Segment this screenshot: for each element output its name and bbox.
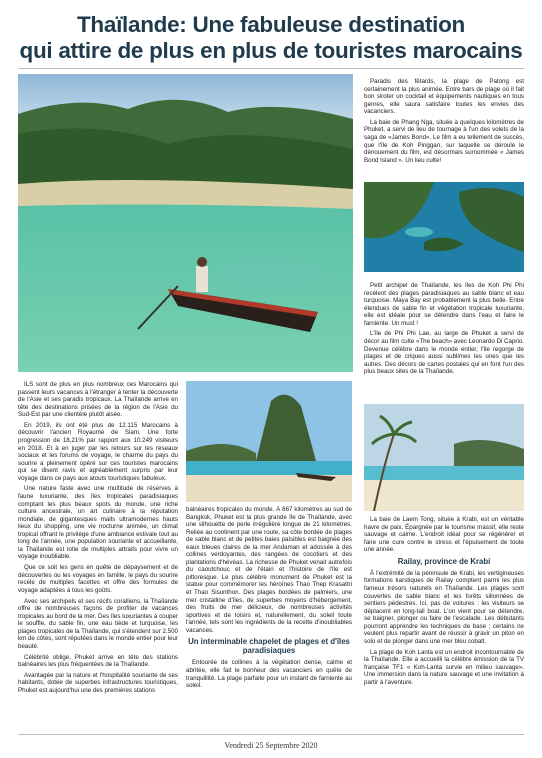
article-title: [18, 12, 524, 64]
article-column-2: [186, 506, 352, 729]
article-column-3-middle: [364, 282, 524, 402]
subheading-railay: Railay, province de Krabi: [397, 556, 491, 566]
lagoon-boat-photo: [18, 74, 353, 372]
title-divider: [18, 68, 524, 69]
title-line-2: qui attire de plus en plus de touristes marocains: [19, 38, 523, 63]
laem-tong-beach-photo: [364, 404, 524, 511]
paragraph: Petit archipel de Thaïlande, les îles de Koh Phi Phi recèlent des plages paradisiaques au sable blanc et eau turquoise. Maya Bay est probablement la plus belle. Entre étendues de sable fin et végétation tropicale luxuriante, elle est idéale pour se détendre dans l'eau et faire le farniente. Un must !: [364, 282, 524, 327]
footer-divider: [18, 734, 524, 735]
beach-cliff-photo: [186, 381, 352, 502]
paragraph: L'île de Phi Phi Lae, au large de Phuket a servi de décor au film culte «The beach» avec Leonardo Di Caprio. Devenue célèbre dans le monde entier, l'île regorge de plages et de criques aussi sublimes les unes que les autres. Des décors de cartes postales qui en font l'un des plus beaux sites de la Thaïlande.: [364, 330, 524, 376]
paragraph: La plage de Koh Lanta est un endroit incontournable de la Thaïlande. Elle a accueilli la célèbre émission de la TV française TF1 « Koh-Lanta survie en milieu sauvage». Une immersion dans la nature sauvage et une invitation à partir à l'aventure.: [364, 648, 524, 686]
phi-phi-aerial-photo: [364, 182, 524, 272]
paragraph: À l'extrémité de la péninsule de Krabi, les vertigineuses formations karstiques de Railay comptent parmi les plus fameux trésors naturels en Thaïlande. Les plages sont couvertes de sable blanc et les forêts sillonnées de sentiers pédestres. Ici, pas de voitures : les visiteurs se déplacent en long-tail boat. L'on vient pour se détendre, se baigner, plonger ou faire de l'escalade. Les débutants pourront apprendre les techniques de base ; certains ne veulent plus repartir avant de réussir à gravir un piton en solo et de plonger dans une mer bleu cobalt.: [364, 569, 524, 645]
paragraph: Que ce soit les gens en quête de dépaysement et de découvertes ou les voyages en famille, le pays du sourire recèle de multiples facettes et offre des formules de voyage adaptées à tous les goûts.: [18, 564, 178, 594]
paragraph: En 2019, ils ont été plus de 12.115 Marocains à découvrir l'ancien Royaume de Siam. Une forte progression de 18,21% par rapport aux 10.249 visiteurs en 2018. Et à en juger par les retours sur les réseaux sociaux et les forums de voyage, le charme du pays du sourire a pleinement opéré sur ces touristes marocains qui se disent ravis et agréablement surpris par leur voyage dans ce pays aux atouts touristiques fabuleux.: [18, 421, 178, 482]
article-column-3-bottom: [364, 516, 524, 729]
paragraph: La baie de Laem Tong, située à Krabi, est un véritable havre de paix. Épargnée par le tourisme massif, elle reste sauvage et calme. L'endroit idéal pour se régénérer et faire une cure contre le stress et l'épuisement de toute une année.: [364, 516, 524, 554]
paragraph: La baie de Phang Nga, située à quelques kilomètres de Phuket, a servi de lieu de tournage à l'un des volets de la saga de «James Bond». Le film a eu tellement de succès, que l'île de Koh Pinggan, sur laquelle se déroule le dénouement du film, est désormais surnommée « James Bond Island ». Un lieu culte!: [364, 118, 524, 164]
paragraph: Avec ses archipels et ses récifs coralliens, la Thaïlande offre de nombreuses façons de profiter de vacances tropicales au bord de la mer. Des îles luxuriantes à couper le souffle, du sable fin, une eau tiède et turquoise, les plages tropicales de la Thaïlande, qui s'étendent sur 2.500 km de côtes, sont réputées dans le monde entier pour leur beauté.: [18, 597, 178, 650]
paragraph: Une nature faste avec une multitude de réserves à faune luxuriante, des îles tropicales paradisiaques comptant les plus beaux spots du monde, une riche culture ancestrale, un art culinaire à la réputation mondiale, de gigantesques malls ultramodernes hauts lieux du shopping, une vie nocturne animée, un climat tropical offrant le privilège d'une ambiance estivale tout au long de l'année, une population souriante et accueillante, la Thaïlande est lotie de multiples attraits pour vivre un voyage inoubliable.: [18, 485, 178, 561]
paragraph: Célébrité oblige, Phuket arrive en tête des stations balnéaires les plus fréquentées de la Thaïlande.: [18, 653, 178, 669]
page-date-footer: Vendredi 25 Septembre 2020: [224, 741, 318, 750]
article-column-1: [18, 381, 178, 729]
paragraph: Paradis des fêtards, la plage de Patong est certainement la plus animée. Entre bars de plage où il fait bon siroter un cocktail et équipements nautiques en tous genres, elle saura satisfaire toutes les envies des vacanciers.: [364, 78, 524, 116]
paragraph: Avantagée par la nature et l'hospitalité souriante de ses habitants, dotée de superbes infrastructures touristiques, Phuket est aujourd'hui une des premières stations: [18, 671, 178, 694]
paragraph: Entourée de collines à la végétation dense, calme et abritée, elle fait le bonheur des vacanciers en quête de tranquillité. La plage parfaite pour un instant de farniente au soleil.: [186, 659, 352, 690]
article-column-3-top: [364, 78, 524, 179]
paragraph: balnéaires tropicales du monde. À 867 kilomètres au sud de Bangkok, Phuket est la plus grande île de Thaïlande, avec une silhouette de perle irrégulière longue de 21 kilomètres. Reliée au continent par une route, sa côte bordée de plages de sable blanc et de petites baies paisibles est baignée des eaux bleues claires de la mer Andaman et adossée à des collines verdoyantes, des rangées de cocotiers et des plantations d'hévéas. La richesse de Phuket venait autrefois du caoutchouc et de l'étain et l'histoire de l'île est pittoresque. Le plus célèbre monument de Phuket est la statue pour commémorer les héroïnes Thao Thep Krasattri et Thao Sisunthon. Des plages bordées de palmiers, une mer cristalline d'îles, de superbes moyens d'hébergement, des fruits de mer délicieux, de nombreuses activités sportives et de loisirs et, naturellement, du soleil toute l'année, tels sont les ingrédients de la recette d'inoubliables vacances.: [186, 506, 352, 634]
paragraph: ILS sont de plus en plus nombreux ces Marocains qui passent leurs vacances à l'étranger à tenter la découverte de l'Asie et ses paradis tropicaux. La Thaïlande arrive en tête des destinations prisées de la région de l'Asie du Sud-Est par une clientèle plutôt aisée.: [18, 381, 178, 419]
title-line-1: Thaïlande: Une fabuleuse destination: [76, 12, 465, 37]
subheading-beaches: Un interminable chapelet de plages et d'îles paradisiaques: [188, 637, 350, 656]
